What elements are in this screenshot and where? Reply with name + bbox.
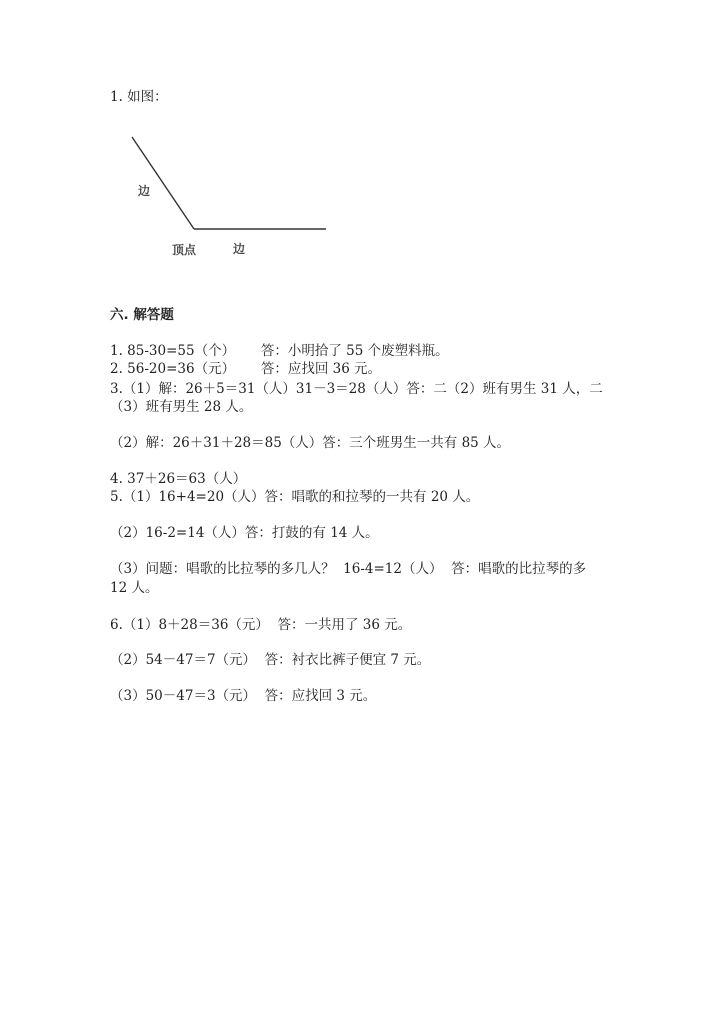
answer-line: 5.（1）16+4=20（人）答：唱歌的和拉琴的一共有 20 人。 [110, 489, 480, 505]
answer-line: 6.（1）8＋28＝36（元） 答：一共用了 36 元。 [110, 617, 412, 633]
label-vertex: 顶点 [172, 243, 197, 257]
answer-line: （2）16-2=14（人）答：打鼓的有 14 人。 [110, 525, 379, 541]
section-6-heading: 六. 解答题 [110, 307, 174, 323]
label-side-bottom: 边 [233, 242, 246, 256]
answer-line: 2. 56-20=36（元） 答：应找回 36 元。 [110, 361, 382, 377]
answer-line: （2）54－47＝7（元） 答：衬衣比裤子便宜 7 元。 [110, 652, 431, 668]
answer-line: 12 人。 [110, 580, 159, 596]
angle-figure [100, 120, 340, 270]
answer-line: （3）50－47＝3（元） 答：应找回 3 元。 [110, 688, 377, 704]
angle-side-slanted [132, 137, 194, 229]
answer-line: 3.（1）解：26＋5＝31（人）31－3＝28（人）答：二（2）班有男生 31 人，二 [110, 381, 603, 397]
question-1-title: 1. 如图： [110, 89, 168, 105]
answer-line: （3）班有男生 28 人。 [110, 399, 253, 415]
answer-line: （3）问题：唱歌的比拉琴的多几人？ 16-4=12（人） 答：唱歌的比拉琴的多 [110, 561, 587, 577]
answer-line: 4. 37＋26＝63（人） [110, 471, 247, 487]
answer-line: 1. 85-30=55（个） 答：小明拾了 55 个废塑料瓶。 [110, 343, 449, 359]
label-side-left: 边 [138, 184, 151, 198]
answer-line: （2）解：26＋31＋28＝85（人）答：三个班男生一共有 85 人。 [110, 435, 511, 451]
